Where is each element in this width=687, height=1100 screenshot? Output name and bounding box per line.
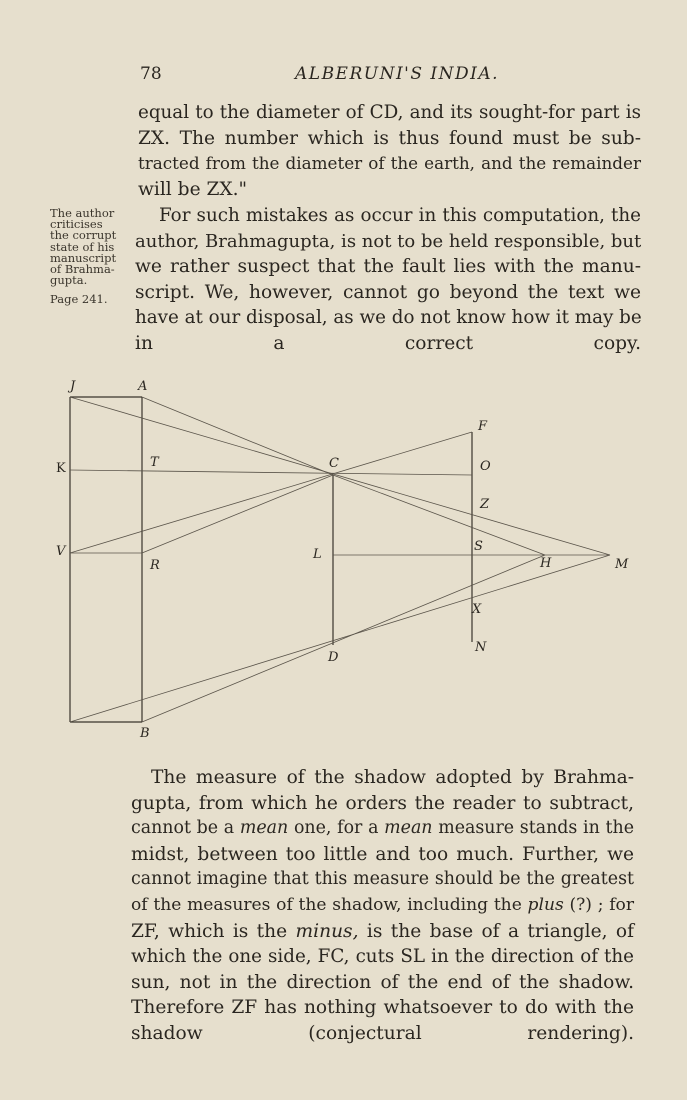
text-run: ZF, which is the: [131, 920, 296, 942]
text-run: measure stands in the: [432, 818, 634, 839]
label-r: R: [150, 558, 160, 573]
label-l: L: [313, 547, 322, 562]
text-line: tracted from the diameter of the earth, and the remainder: [138, 153, 641, 174]
text-run: one, for a: [288, 818, 385, 839]
margin-note-line: manuscript: [50, 250, 117, 265]
line-kc: [70, 470, 472, 475]
text-run: cannot be a: [131, 818, 240, 839]
margin-note-line: the corrupt: [50, 228, 117, 243]
text-line: author, Brahmagupta, is not to be held responsible, but: [135, 230, 642, 252]
margin-note-line: The author: [50, 206, 115, 220]
label-v: V: [56, 544, 66, 559]
label-n: N: [475, 640, 487, 655]
label-o: O: [480, 459, 491, 474]
text-line: [131, 816, 634, 842]
label-j: J: [70, 379, 76, 394]
label-t: T: [150, 455, 159, 470]
label-a: A: [138, 379, 148, 394]
text-line: Therefore ZF has nothing whatsoever to do with the: [131, 997, 634, 1019]
text-line: gupta, from which he orders the reader to subtract,: [131, 792, 634, 814]
text-line: ZX. The number which is thus found must be sub-: [138, 127, 641, 149]
running-title: ALBERUNI'S INDIA.: [295, 64, 500, 84]
label-c: C: [329, 456, 339, 471]
text-line: equal to the diameter of CD, and its sought-for part is: [138, 102, 641, 123]
italic-term: minus,: [295, 920, 359, 942]
text-line: cannot imagine that this measure should be the greatest: [131, 869, 634, 890]
line-ch: [333, 475, 545, 555]
label-h: H: [540, 556, 552, 571]
text-line: sun, not in the direction of the end of the shadow.: [131, 971, 634, 993]
text-line: For such mistakes as occur in this computation, the: [159, 205, 641, 226]
margin-note-line: gupta.: [50, 273, 88, 288]
text-line: shadow (conjectural rendering).: [131, 1022, 634, 1044]
label-k: K: [56, 461, 66, 476]
line-bh: [142, 555, 545, 722]
italic-term: plus: [527, 894, 564, 915]
text-line: midst, between too little and too much. Further, we: [131, 843, 634, 865]
text-line: we rather suspect that the fault lies with the manu-: [135, 256, 641, 278]
line-jm: [70, 397, 610, 555]
text-line: in a correct copy.: [135, 332, 641, 354]
text-line: script. We, however, cannot go beyond the text we: [135, 281, 641, 303]
italic-term: mean: [384, 818, 433, 839]
italic-term: mean: [239, 818, 289, 839]
text-line: will be ZX.": [138, 178, 248, 200]
label-b: B: [140, 726, 150, 741]
page-number: 78: [140, 64, 162, 84]
text-run: is the base of a triangle, of: [358, 920, 634, 942]
line-rc: [142, 475, 333, 553]
page-reference: Page 241.: [50, 292, 108, 307]
line-vf: [70, 432, 472, 553]
text-line: have at our disposal, as we do not know how it may be: [135, 307, 642, 329]
label-s: S: [474, 539, 483, 554]
line-bm: [70, 555, 610, 722]
label-x: X: [472, 602, 482, 617]
paragraph-shadow-measure: [131, 765, 634, 1047]
text-line: The measure of the shadow adopted by Brahma-: [151, 767, 634, 788]
text-run: of the measures of the shadow, including the: [131, 894, 528, 915]
label-f: F: [478, 419, 488, 434]
label-m: M: [615, 557, 629, 572]
text-line: [131, 919, 634, 945]
margin-note-line: criticises: [50, 217, 103, 232]
margin-note-line: state of his: [50, 239, 115, 254]
label-d: D: [328, 650, 339, 665]
text-run: (?) ; for: [563, 894, 634, 915]
text-line: which the one side, FC, cuts SL in the direction of the: [131, 946, 634, 968]
label-z: Z: [480, 497, 490, 512]
margin-note-line: of Brahma-: [50, 262, 115, 277]
text-line: [131, 893, 634, 919]
line-ac: [142, 397, 333, 475]
